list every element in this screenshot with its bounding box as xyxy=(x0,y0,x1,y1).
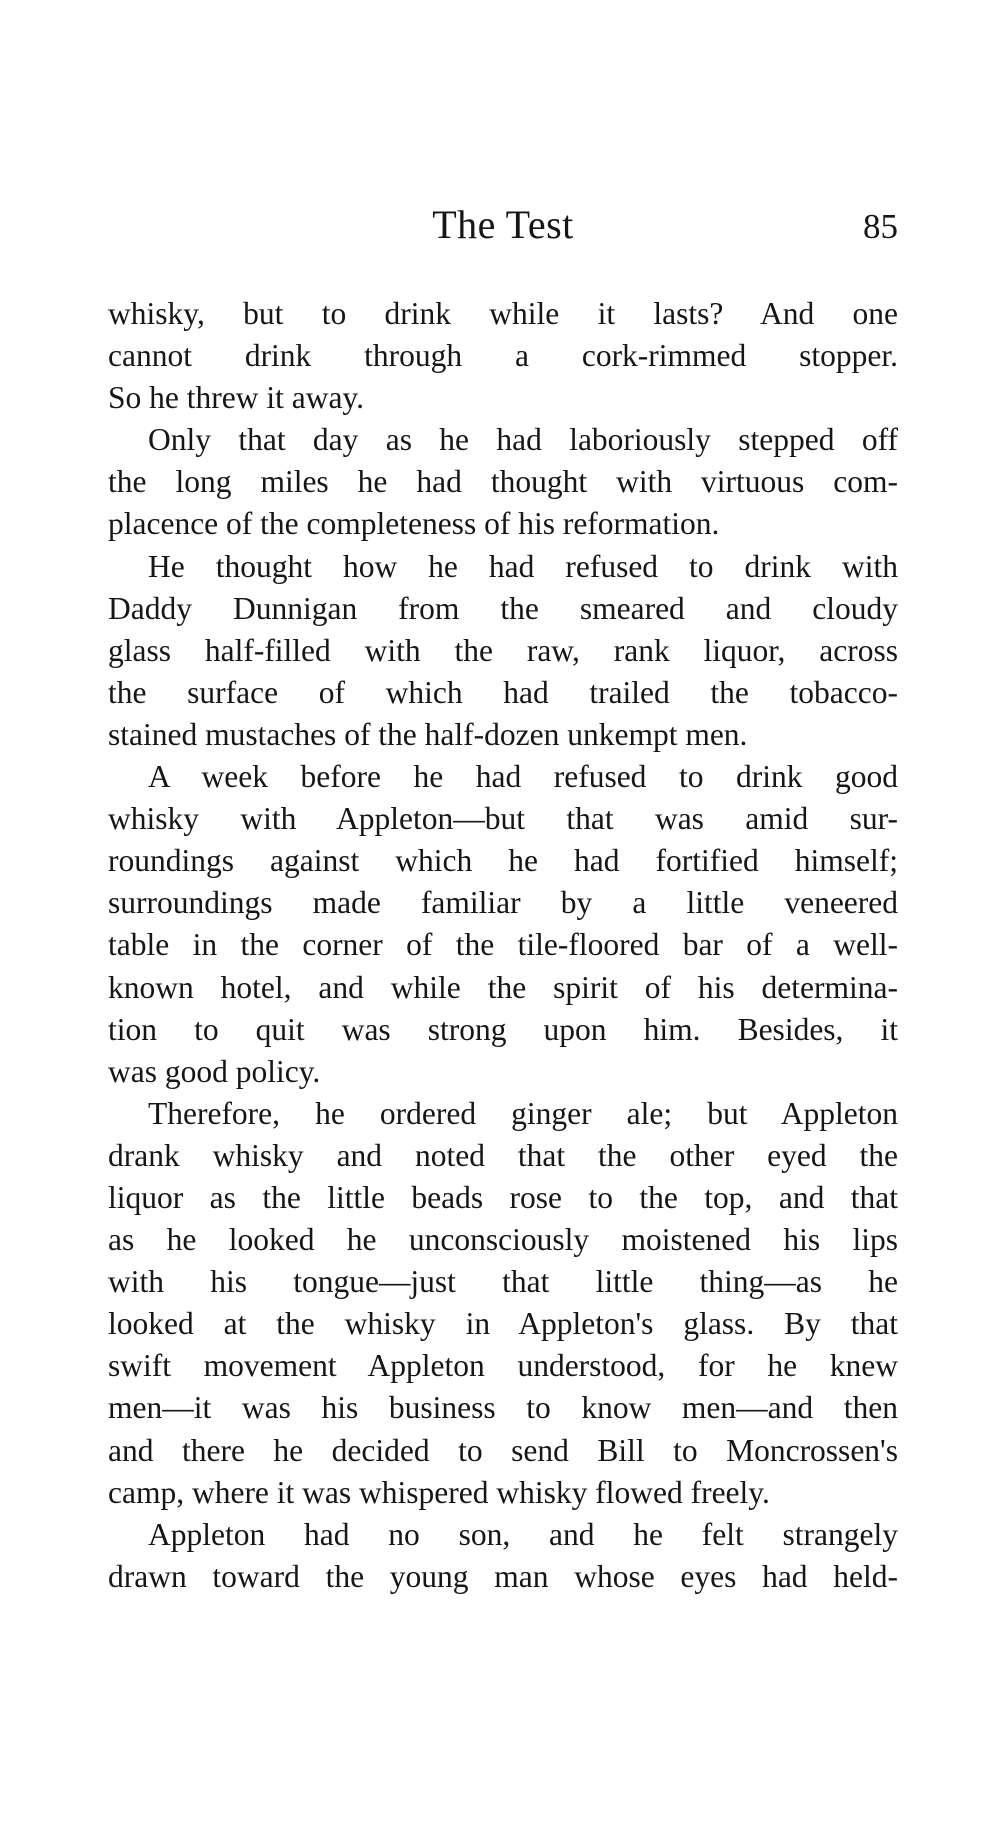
text-line: glass half-filled with the raw, rank liquor, across xyxy=(108,632,898,668)
text-line: swift movement Appleton understood, for he knew xyxy=(108,1348,898,1384)
text-line: with his tongue—just that little thing—as he xyxy=(108,1264,898,1300)
text-line: the surface of which had trailed the tobacco- xyxy=(108,674,898,710)
text-line: as he looked he unconsciously moistened his lips xyxy=(108,1222,898,1258)
text-line: Appleton had no son, and he felt strangely xyxy=(148,1516,898,1552)
text-line: the long miles he had thought with virtuous com- xyxy=(108,464,898,500)
text-line: placence of the completeness of his reformation. xyxy=(108,506,720,542)
text-line: and there he decided to send Bill to Moncrossen's xyxy=(108,1432,898,1468)
text-line: He thought how he had refused to drink with xyxy=(148,548,898,584)
page-number: 85 xyxy=(863,207,898,246)
text-line: tion to quit was strong upon him. Besides, it xyxy=(108,1011,898,1047)
text-line: whisky, but to drink while it lasts? And one xyxy=(108,296,898,331)
text-line: camp, where it was whispered whisky flowed freely. xyxy=(108,1474,770,1510)
running-head xyxy=(108,200,898,250)
text-line: Daddy Dunnigan from the smeared and cloudy xyxy=(108,590,898,626)
text-line: was good policy. xyxy=(108,1053,321,1089)
text-line: men—it was his business to know men—and then xyxy=(108,1390,898,1426)
text-line: A week before he had refused to drink good xyxy=(148,759,898,795)
text-line: Therefore, he ordered ginger ale; but Appleton xyxy=(148,1095,898,1131)
text-line: known hotel, and while the spirit of his determina- xyxy=(108,969,898,1005)
text-line: Only that day as he had laboriously stepped off xyxy=(148,422,898,458)
text-line: liquor as the little beads rose to the top, and that xyxy=(108,1179,898,1215)
text-line: table in the corner of the tile-floored bar of a well- xyxy=(108,927,898,963)
body-text xyxy=(108,293,898,1598)
text-line: roundings against which he had fortified himself; xyxy=(108,843,898,879)
text-line: So he threw it away. xyxy=(108,380,365,416)
text-line: surroundings made familiar by a little veneered xyxy=(108,885,898,921)
text-line: drank whisky and noted that the other eyed the xyxy=(108,1137,898,1173)
text-line: cannot drink through a cork-rimmed stopper. xyxy=(108,338,898,374)
text-line: stained mustaches of the half-dozen unkempt men. xyxy=(108,716,748,752)
text-line: drawn toward the young man whose eyes had held- xyxy=(108,1558,898,1594)
text-line: whisky with Appleton—but that was amid sur- xyxy=(108,801,898,837)
chapter-title: The Test xyxy=(432,202,574,247)
text-line: looked at the whisky in Appleton's glass. By that xyxy=(108,1306,898,1342)
